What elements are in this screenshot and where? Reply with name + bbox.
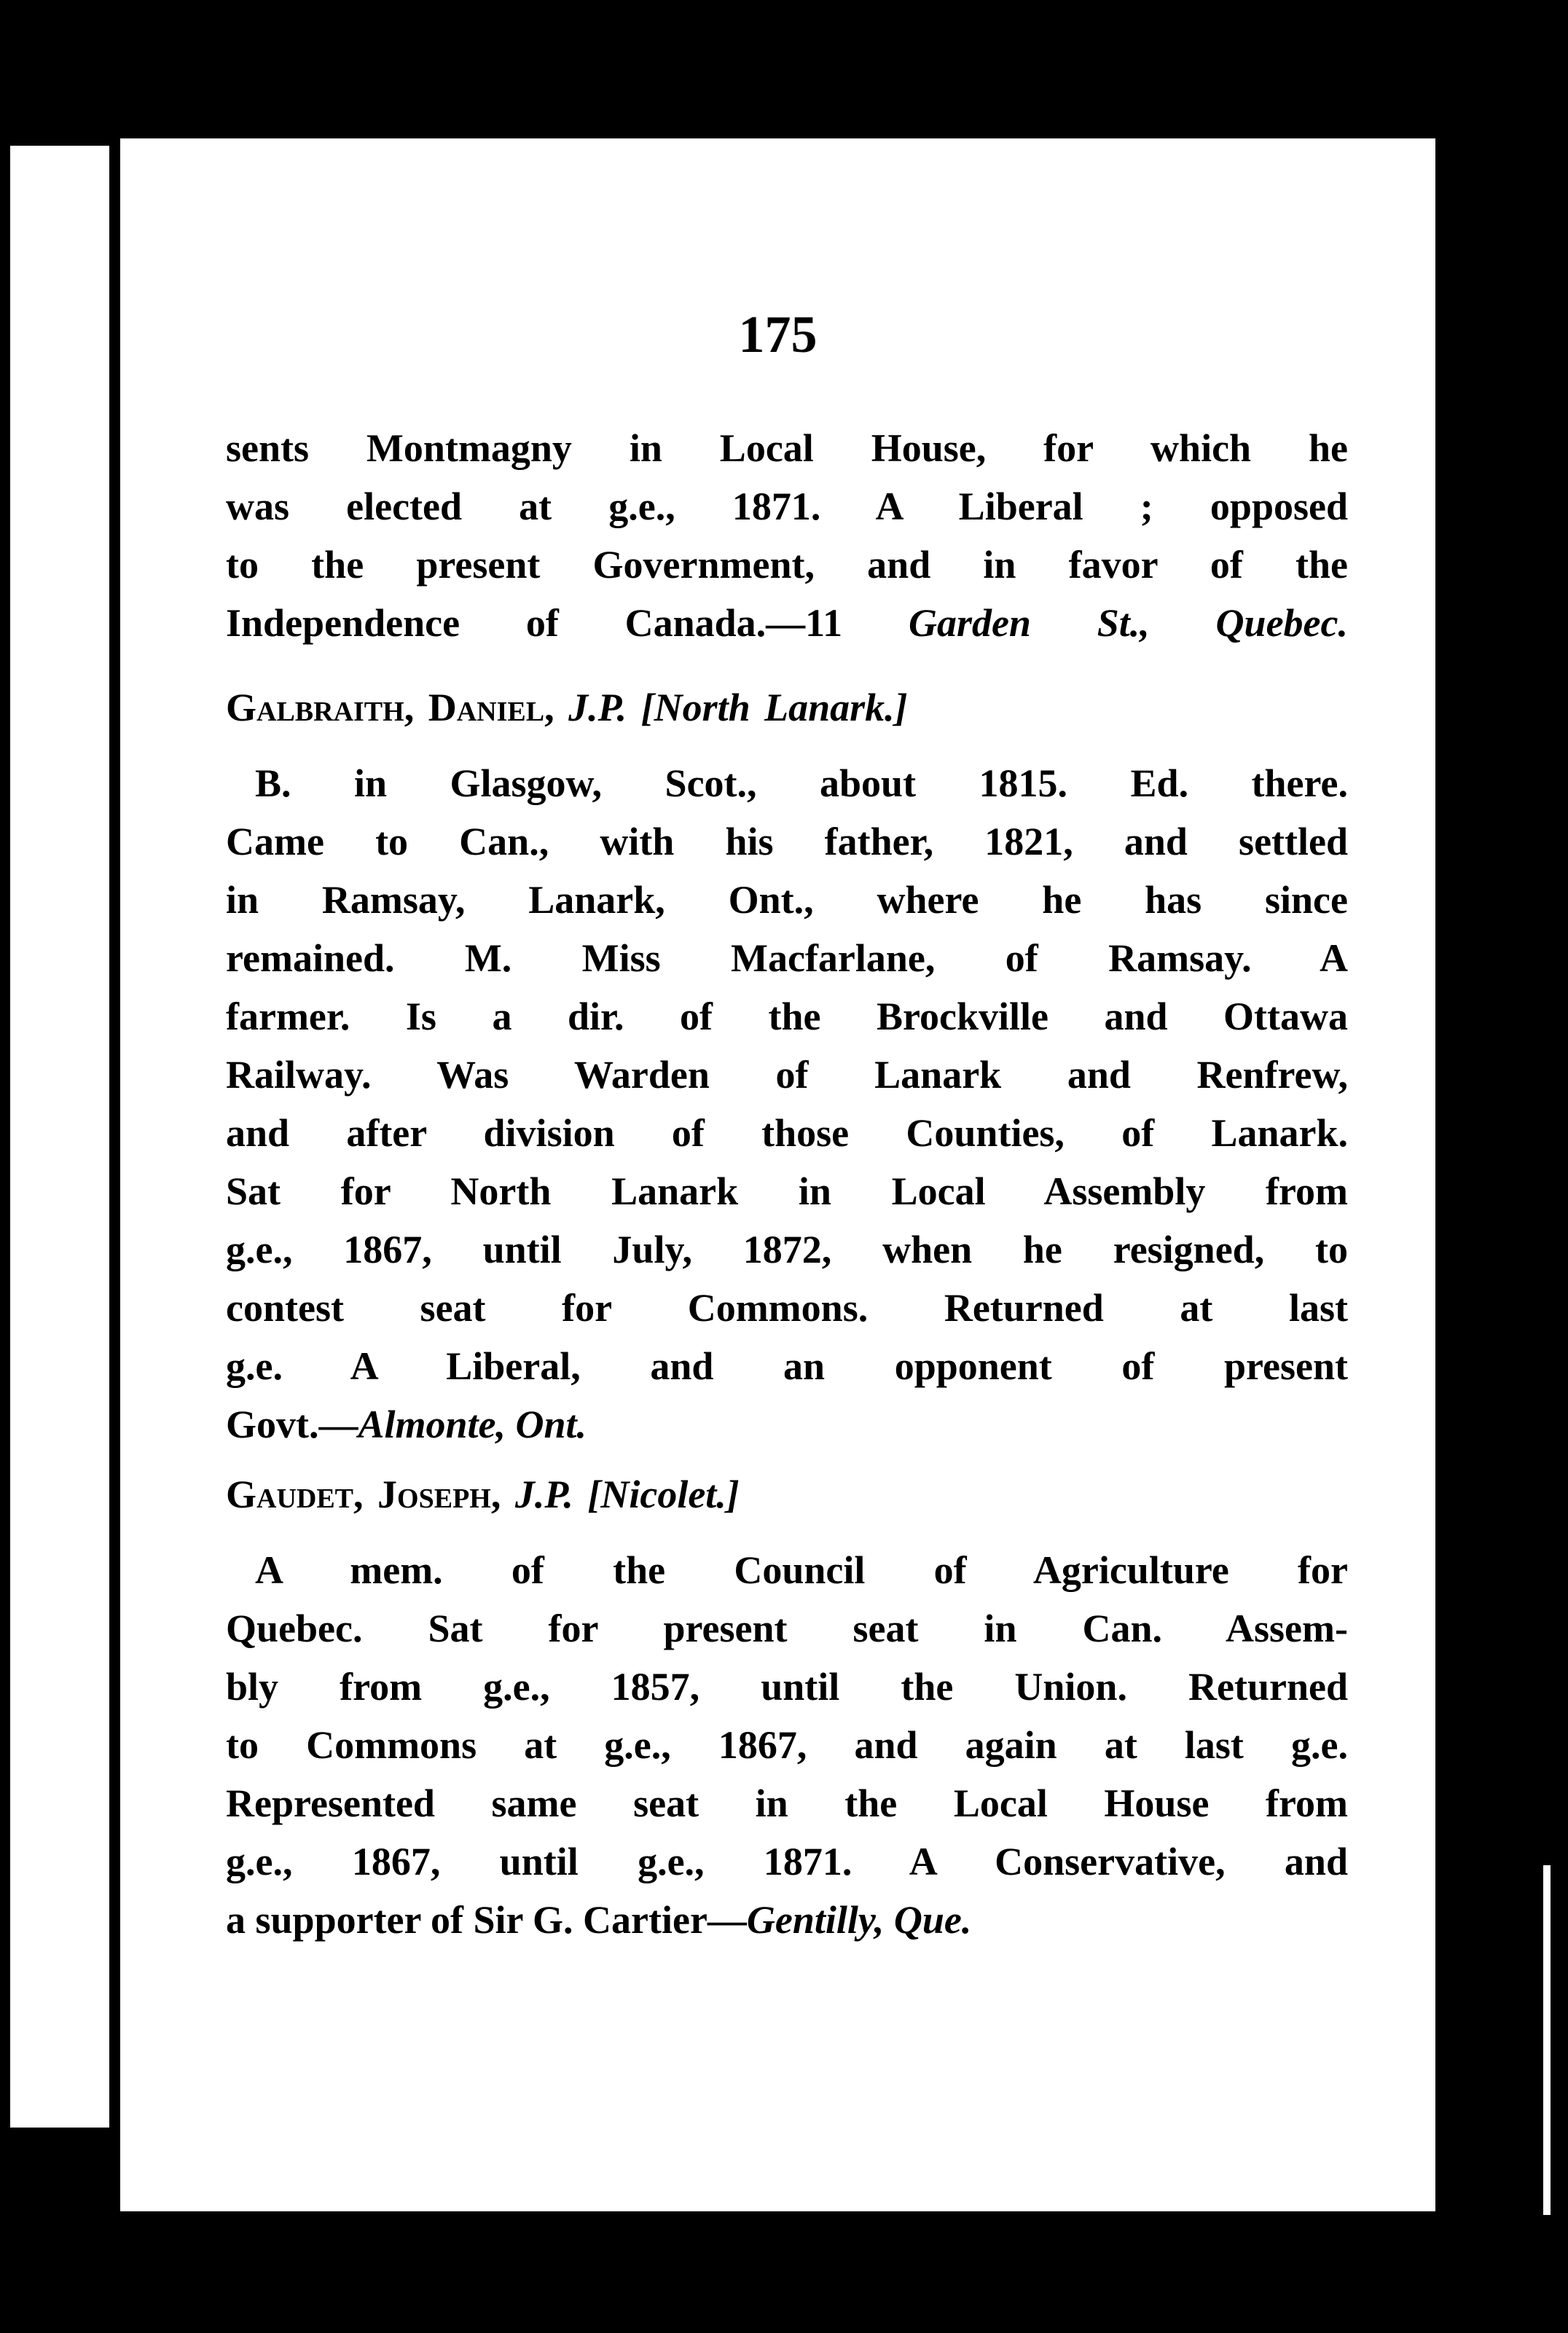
line-text: a supporter of Sir G. Cartier— — [226, 1898, 747, 1942]
left-page-edge — [10, 146, 109, 2128]
address: Garden St., Quebec. — [908, 601, 1348, 645]
text-line: and after division of those Counties, of Lanark. — [226, 1111, 1348, 1155]
text-line: Came to Can., with his father, 1821, and settled — [226, 820, 1348, 863]
entry-given-name: Joseph, — [377, 1473, 501, 1516]
text-line: g.e. A Liberal, and an opponent of present — [226, 1344, 1348, 1388]
entry-heading-gaudet — [226, 1472, 740, 1517]
entry-riding: [North Lanark.] — [640, 686, 908, 729]
line-text: Govt.— — [226, 1403, 358, 1446]
text-line: g.e., 1867, until July, 1872, when he resigned, to — [226, 1228, 1348, 1271]
text-line: to Commons at g.e., 1867, and again at last g.e. — [226, 1723, 1348, 1767]
entry-riding: [Nicolet.] — [587, 1473, 740, 1516]
page-number: 175 — [738, 305, 818, 364]
text-line: Railway. Was Warden of Lanark and Renfrew, — [226, 1053, 1348, 1097]
entry-title: J.P. — [514, 1473, 573, 1516]
entry-given-name: Daniel, — [428, 686, 554, 729]
entry-title: J.P. — [568, 686, 627, 729]
entry-body-galbraith — [226, 754, 1348, 1454]
text-line: g.e., 1867, until g.e., 1871. A Conservative, and — [226, 1840, 1348, 1883]
text-line: sents Montmagny in Local House, for which he — [226, 426, 1348, 470]
entry-heading-galbraith — [226, 685, 908, 730]
text-line: Quebec. Sat for present seat in Can. Assem- — [226, 1607, 1348, 1650]
text-line: to the present Government, and in favor of the — [226, 543, 1348, 587]
text-line-last — [226, 1891, 1348, 1949]
text-line: A mem. of the Council of Agriculture for — [255, 1548, 1348, 1592]
text-line: contest seat for Commons. Returned at last — [226, 1286, 1348, 1330]
text-line-last — [226, 1395, 1348, 1454]
book-page — [120, 138, 1435, 2211]
text-line: in Ramsay, Lanark, Ont., where he has since — [226, 878, 1348, 922]
text-line: was elected at g.e., 1871. A Liberal ; opposed — [226, 485, 1348, 528]
address: Gentilly, Que. — [746, 1898, 972, 1942]
entry-surname: Gaudet, — [226, 1473, 364, 1516]
text-line: Represented same seat in the Local House from — [226, 1781, 1348, 1825]
line-text: Independence of Canada.—11 — [226, 601, 843, 645]
text-line: remained. M. Miss Macfarlane, of Ramsay. A — [226, 936, 1348, 980]
continuation-paragraph — [226, 419, 1348, 652]
right-page-edge — [1543, 1865, 1551, 2215]
address: Almonte, Ont. — [358, 1403, 587, 1446]
entry-surname: Galbraith, — [226, 686, 415, 729]
text-line: B. in Glasgow, Scot., about 1815. Ed. there. — [255, 761, 1348, 805]
text-line: bly from g.e., 1857, until the Union. Returned — [226, 1665, 1348, 1709]
text-line: Sat for North Lanark in Local Assembly from — [226, 1169, 1348, 1213]
text-line: farmer. Is a dir. of the Brockville and Ottawa — [226, 995, 1348, 1038]
entry-body-gaudet — [226, 1541, 1348, 1949]
text-line-last — [226, 594, 1348, 652]
